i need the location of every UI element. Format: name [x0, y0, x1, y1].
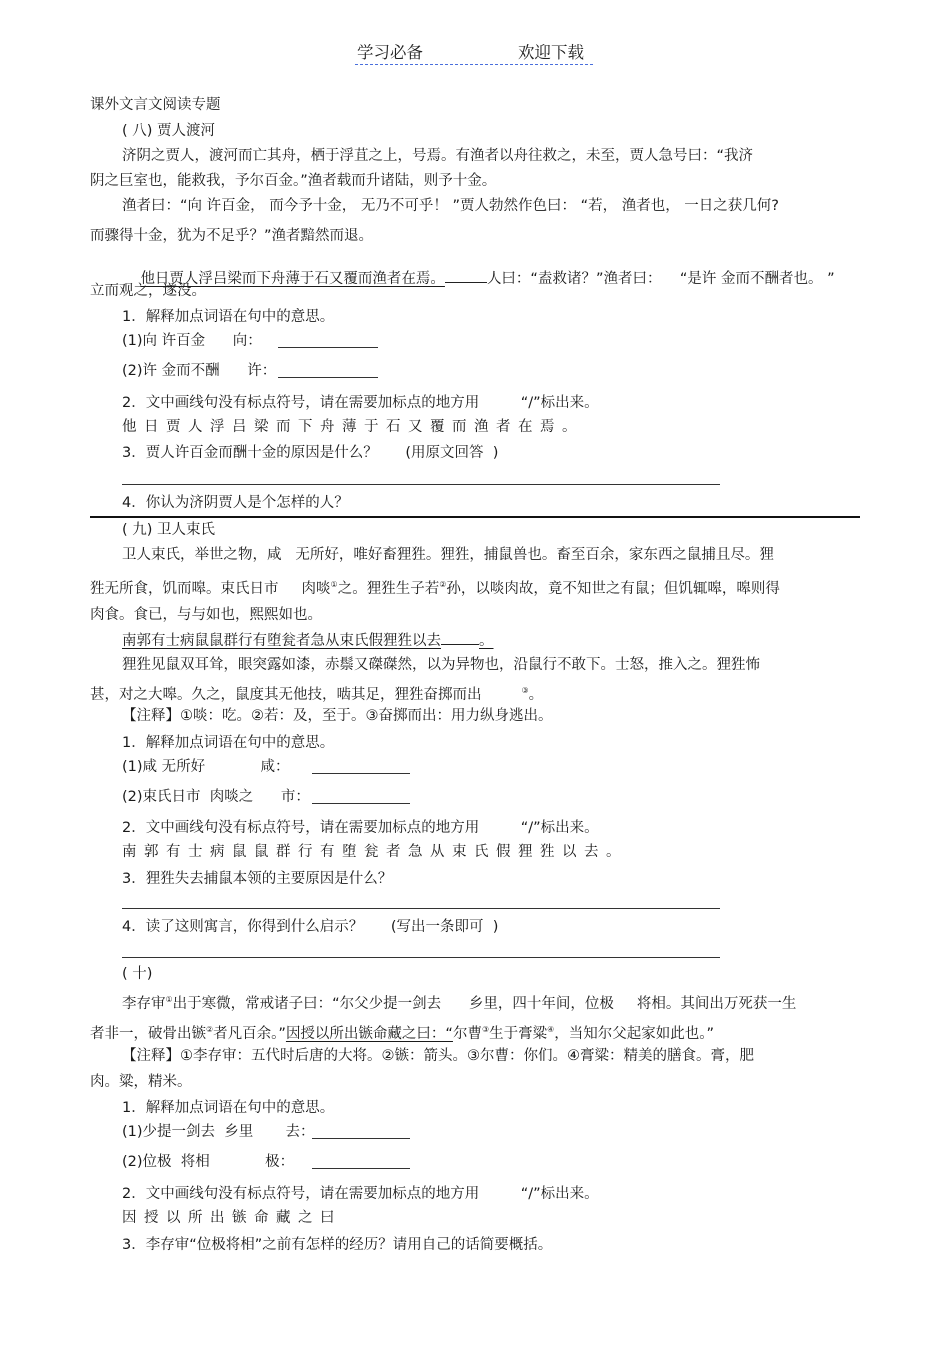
- answer-blank[interactable]: [312, 773, 410, 774]
- question-2: 2．文中画线句没有标点符号，请在需要加标点的地方用 “/”标出来。: [122, 820, 599, 836]
- passage-line: 狌无所食，饥而嗥。束氏日市 肉啖①之。狸狌生子若②孙，以啖肉故，竟不知世之有鼠；但饥辄嗥，嗥则得: [90, 580, 780, 597]
- passage-line: 甚，对之大嗥。久之，鼠度其无他技，啮其足，狸狌奋掷而出 ③。: [90, 686, 544, 703]
- question-2-text: 他日贾人浮吕梁而下舟薄于石又覆而渔者在焉。: [122, 419, 584, 435]
- answer-blank[interactable]: [278, 347, 378, 348]
- header-left: 学习必备: [357, 43, 423, 62]
- section-divider: [90, 516, 860, 518]
- answer-line[interactable]: [122, 908, 720, 909]
- question-1: 1．解释加点词语在句中的意思。: [122, 735, 335, 751]
- passage-line: [122, 252, 835, 306]
- footnote-marker: ③: [521, 686, 529, 695]
- question-1b: (2)位极 将相 极：: [122, 1154, 295, 1170]
- underlined-sentence: 南郭有士病鼠鼠群行有堕瓮者急从束氏假狸狌以去: [122, 633, 441, 649]
- question-2-text: 南郭有士病鼠鼠群行有堕瓮者急从束氏假狸狌以去。: [122, 844, 628, 860]
- question-1a: (1)向 许百金 向：: [122, 333, 262, 349]
- annotation: 肉。粱，精米。: [90, 1074, 192, 1090]
- question-1: 1．解释加点词语在句中的意思。: [122, 1100, 335, 1116]
- passage-text: 人曰：“盍救诸？”渔者曰： “是许 金而不酬者也。 ”: [486, 271, 835, 287]
- question-1a: (1)少提一剑去 乡里 去：: [122, 1124, 315, 1140]
- answer-blank[interactable]: [278, 377, 378, 378]
- underlined-sentence: 因授以所出镞命藏之曰：“: [285, 1025, 453, 1042]
- question-4: 4．读了这则寓言，你得到什么启示？ (写出一条即可 ): [122, 919, 499, 935]
- question-1a: (1)咸 无所好 咸：: [122, 759, 290, 775]
- passage-line: 狸狌见鼠双耳耸，眼突露如漆，赤鬃又磔磔然，以为异物也，沿鼠行不敢下。士怒，推入之。狸狌怖: [122, 657, 760, 673]
- answer-blank[interactable]: [312, 1168, 410, 1169]
- annotation: 【注释】①啖：吃。②若：及，至于。③奋掷而出：用力纵身逃出。: [122, 708, 553, 724]
- passage-line: 李存审①出于寒微，常戒诸子曰：“尔父少提一剑去 乡里，四十年间，位极 将相。其间出万死获一生: [122, 995, 797, 1012]
- passage-line: 而骤得十金，犹为不足乎？”渔者黯然而退。: [90, 228, 374, 244]
- topic-title: 课外文言文阅读专题: [90, 97, 221, 113]
- answer-blank[interactable]: [312, 1138, 410, 1139]
- passage-line: 肉食。食已，与与如也，熙熙如也。: [90, 607, 322, 623]
- question-4: 4．你认为济阴贾人是个怎样的人？: [122, 495, 349, 511]
- question-3: 3．贾人许百金而酬十金的原因是什么？ (用原文回答 ): [122, 445, 499, 461]
- header-right: 欢迎下载: [518, 43, 584, 62]
- footnote-marker: ②: [206, 1025, 214, 1034]
- underlined-sentence: 他日贾人浮吕梁而下舟薄于石又覆而渔者在焉。: [140, 271, 445, 287]
- question-2-text: 因授以所出镞命藏之曰: [122, 1210, 342, 1226]
- footnote-marker: ①: [165, 995, 173, 1004]
- annotation: 【注释】①李存审：五代时后唐的大将。②镞：箭头。③尔曹：你们。④膏粱：精美的膳食。膏，肥: [122, 1048, 754, 1064]
- footnote-marker: ②: [439, 580, 447, 589]
- question-1b: (2)许 金而不酬 许：: [122, 363, 277, 379]
- question-2: 2．文中画线句没有标点符号，请在需要加标点的地方用 “/”标出来。: [122, 395, 599, 411]
- passage-line: 卫人束氏，举世之物，咸 无所好，唯好畜狸狌。狸狌，捕鼠兽也。畜至百余，家东西之鼠捕且尽。狸: [122, 547, 774, 563]
- section-title: ( 八) 贾人渡河: [122, 123, 216, 139]
- answer-line[interactable]: [122, 957, 720, 958]
- question-3: 3．狸狌失去捕鼠本领的主要原因是什么？: [122, 871, 393, 887]
- passage-line: 南郭有士病鼠鼠群行有堕瓮者急从束氏假狸狌以去 。: [122, 633, 494, 649]
- answer-line[interactable]: [122, 484, 720, 485]
- section-title: ( 九) 卫人束氏: [122, 522, 216, 538]
- passage-line: 阴之巨室也，能救我，予尔百金。”渔者载而升诸陆，则予十金。: [90, 173, 497, 189]
- passage-line: 立而观之，遂没。: [90, 283, 206, 299]
- footnote-marker: ③: [481, 1025, 490, 1034]
- question-1b: (2)束氏日市 肉啖之 市：: [122, 789, 310, 805]
- footnote-marker: ①: [330, 580, 338, 589]
- question-2: 2．文中画线句没有标点符号，请在需要加标点的地方用 “/”标出来。: [122, 1186, 599, 1202]
- question-1: 1．解释加点词语在句中的意思。: [122, 309, 335, 325]
- passage-line: 济阴之贾人，渡河而亡其舟，栖于浮苴之上，号焉。有渔者以舟往救之，未至，贾人急号曰：“我济: [122, 148, 754, 164]
- question-3: 3．李存审“位极将相”之前有怎样的经历？请用自己的话简要概括。: [122, 1237, 553, 1253]
- passage-line: 者非一，破骨出镞②者凡百余。”因授以所出镞命藏之曰：“尔曹③生于膏粱④，当知尔父起家如此也。”: [90, 1025, 715, 1042]
- section-title: ( 十): [122, 966, 153, 982]
- passage-line: 渔者曰：“向 许百金， 而今予十金， 无乃不可乎！ ”贾人勃然作色曰： “若， 渔者也， 一日之获几何?: [122, 198, 779, 214]
- header-dashed-underline: [355, 64, 593, 65]
- answer-blank[interactable]: [312, 803, 410, 804]
- footnote-marker: ④: [547, 1025, 555, 1034]
